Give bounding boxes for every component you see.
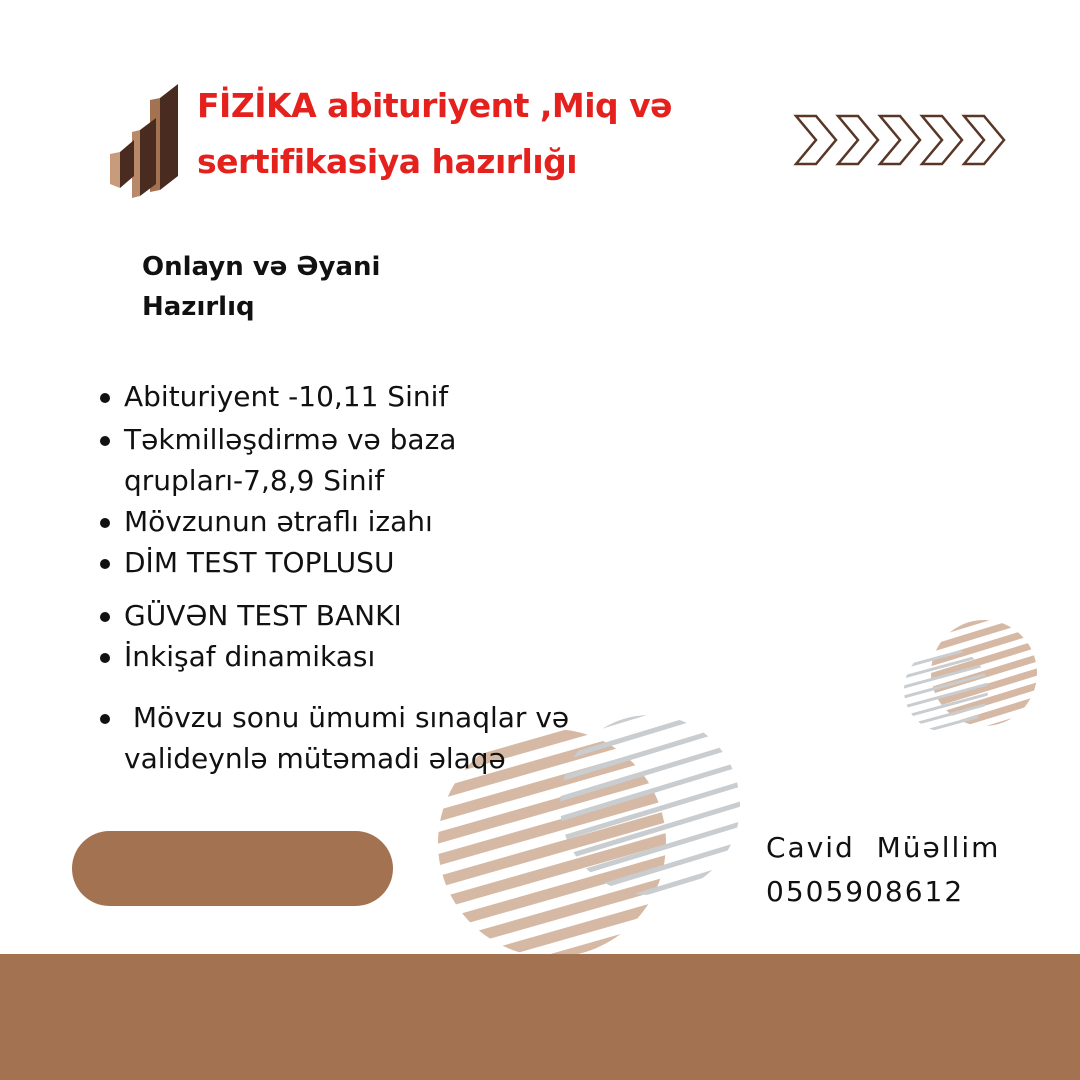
list-item: GÜVƏN TEST BANKI	[96, 595, 656, 636]
list-item: Mövzunun ətraflı izahı	[96, 501, 656, 542]
decorative-pill	[72, 831, 393, 906]
title-line-1: FİZİKA abituriyent ,Miq və	[197, 86, 673, 125]
contact-info	[766, 826, 1000, 914]
page-title	[197, 78, 757, 190]
list-item: Mövzu sonu ümumi sınaqlar və valideynlə mütəmadi əlaqə	[96, 697, 656, 779]
subtitle-line-1: Onlayn və Əyani	[142, 252, 381, 282]
title-line-2: sertifikasiya hazırlığı	[197, 142, 578, 181]
subtitle	[142, 247, 462, 327]
feature-list	[96, 376, 656, 779]
list-item: Təkmilləşdirmə və baza qrupları-7,8,9 Sinif	[96, 419, 656, 501]
list-item: DİM TEST TOPLUSU	[96, 542, 656, 583]
list-item: İnkişaf dinamikası	[96, 636, 656, 677]
subtitle-line-2: Hazırlıq	[142, 292, 255, 322]
bar-chart-icon	[104, 80, 184, 200]
footer-bar	[0, 954, 1080, 1080]
chevrons-right-icon	[792, 112, 1012, 168]
decorative-circle-small	[900, 618, 1040, 733]
list-item: Abituriyent -10,11 Sinif	[96, 376, 656, 417]
phone-number: 0505908612	[766, 875, 965, 908]
teacher-name: Cavid Müəllim	[766, 831, 1001, 864]
